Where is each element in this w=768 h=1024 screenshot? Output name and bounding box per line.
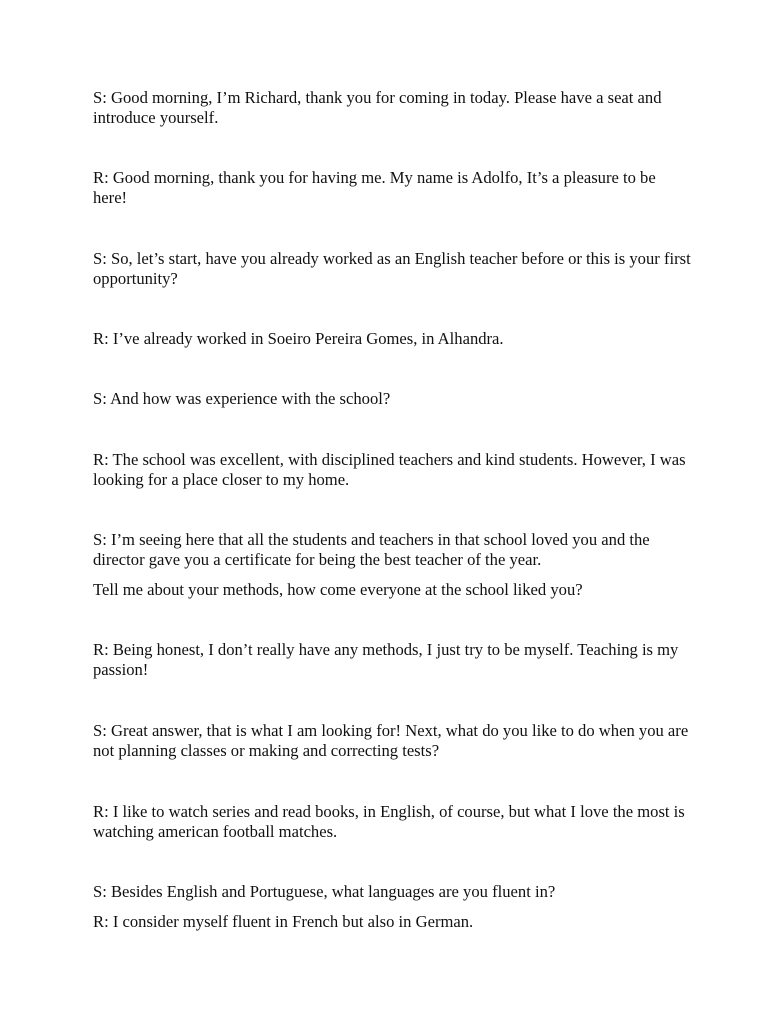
- dialogue-line-s-hobbies-question: S: Great answer, that is what I am looking for! Next, what do you like to do when you are not planning classes or making and correcting tests?: [93, 721, 689, 760]
- dialogue-line-r-greeting: R: Good morning, thank you for having me. My name is Adolfo, It’s a pleasure to be here!: [93, 168, 656, 207]
- dialogue-line-r-previous-school: R: I’ve already worked in Soeiro Pereira Gomes, in Alhandra.: [93, 329, 504, 348]
- dialogue-line-s-experience-question: S: So, let’s start, have you already worked as an English teacher before or this is your first opportunity?: [93, 249, 691, 288]
- dialogue-line-s-methods-question: Tell me about your methods, how come everyone at the school liked you?: [93, 580, 583, 599]
- dialogue-line-s-greeting: S: Good morning, I’m Richard, thank you for coming in today. Please have a seat and introduce yourself.: [93, 88, 662, 127]
- dialogue-line-r-methods-answer: R: Being honest, I don’t really have any methods, I just try to be myself. Teaching is my passion!: [93, 640, 679, 679]
- dialogue-line-r-hobbies-answer: R: I like to watch series and read books, in English, of course, but what I love the most is watching american football matches.: [93, 802, 685, 841]
- dialogue-line-s-school-question: S: And how was experience with the school?: [93, 389, 391, 408]
- dialogue-line-s-languages-question: S: Besides English and Portuguese, what languages are you fluent in?: [93, 882, 556, 901]
- dialogue-line-r-languages-answer: R: I consider myself fluent in French but also in German.: [93, 912, 474, 931]
- dialogue-line-s-certificate: S: I’m seeing here that all the students and teachers in that school loved you and the director gave you a certificate for being the best teacher of the year.: [93, 530, 650, 569]
- dialogue-line-r-school-answer: R: The school was excellent, with disciplined teachers and kind students. However, I was looking for a place closer to my home.: [93, 450, 686, 489]
